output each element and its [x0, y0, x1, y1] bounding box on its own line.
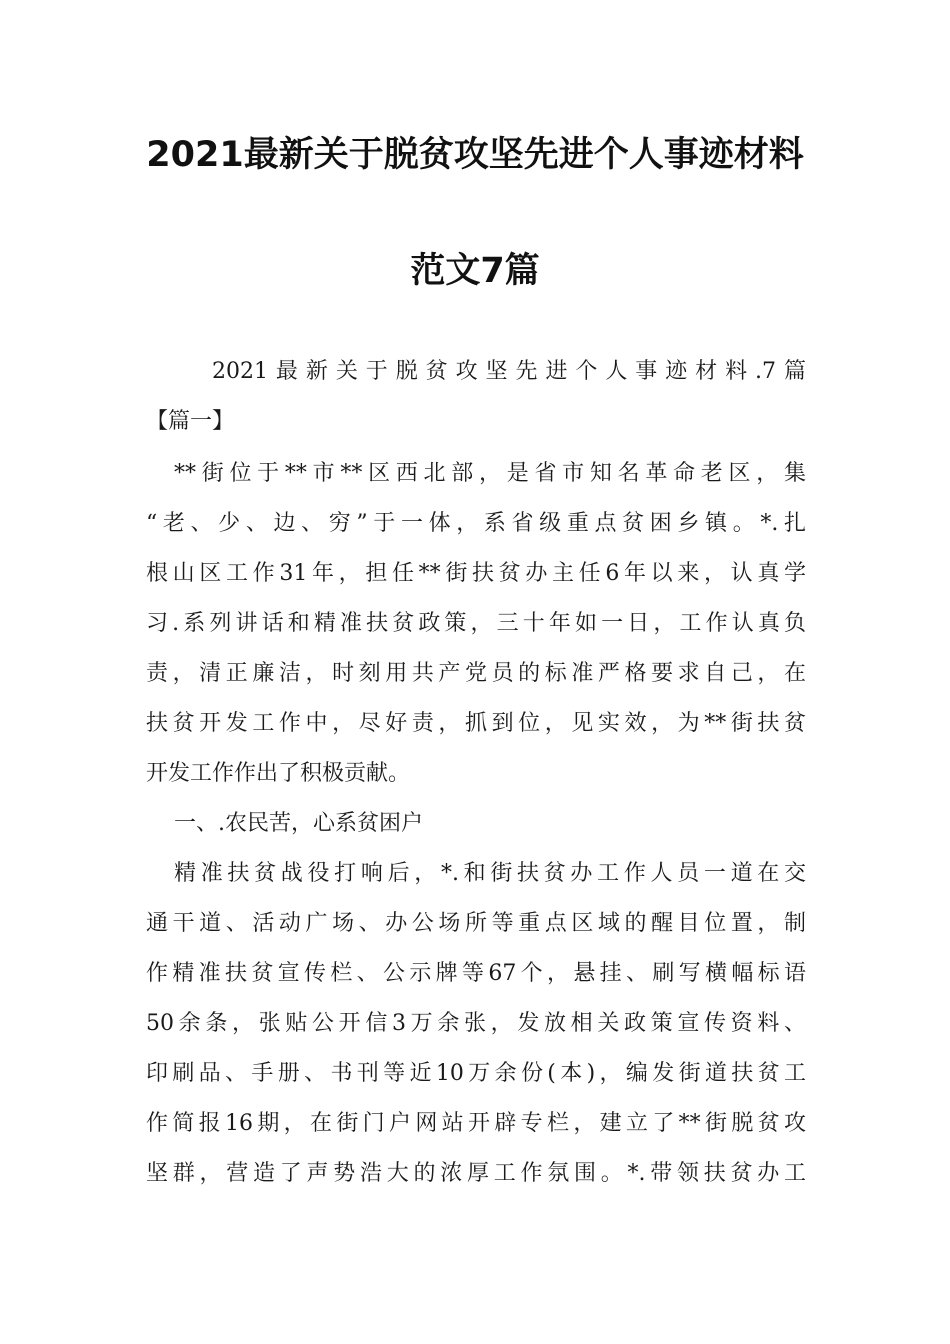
paragraph-line: 印刷品、手册、书刊等近10万余份(本)，编发街道扶贫工: [146, 1061, 806, 1086]
document-title-line-2: 范文7篇: [410, 251, 540, 291]
paragraph-line: 通干道、活动广场、办公场所等重点区域的醒目位置，制: [146, 911, 806, 936]
paragraph-line: **街位于**市**区西北部，是省市知名革命老区，集: [174, 461, 806, 486]
paragraph-line: 作精准扶贫宣传栏、公示牌等67个，悬挂、刷写横幅标语: [146, 961, 806, 986]
paragraph-line: 习.系列讲话和精准扶贫政策，三十年如一日，工作认真负: [146, 611, 806, 636]
paragraph-line: 精准扶贫战役打响后，*.和街扶贫办工作人员一道在交: [174, 861, 806, 886]
section-heading: 【篇一】: [146, 409, 235, 434]
paragraph-line: 根山区工作31年，担任**街扶贫办主任6年以来，认真学: [146, 561, 806, 586]
paragraph-line: 50余条，张贴公开信3万余张，发放相关政策宣传资料、: [146, 1011, 806, 1036]
paragraph-line: 扶贫开发工作中，尽好责，抓到位，见实效，为**街扶贫: [146, 711, 806, 736]
document-title-line-1: 2021最新关于脱贫攻坚先进个人事迹材料: [146, 135, 804, 175]
paragraph-line: 开发工作作出了积极贡献。: [146, 761, 411, 786]
subsection-heading: 一、.农民苦，心系贫困户: [174, 811, 423, 836]
paragraph-line: 责，清正廉洁，时刻用共产党员的标准严格要求自己，在: [146, 661, 806, 686]
paragraph-line: 作简报16期，在街门户网站开辟专栏，建立了**街脱贫攻: [146, 1111, 806, 1136]
paragraph-line: “老、少、边、穷”于一体，系省级重点贫困乡镇。*.扎: [146, 511, 806, 536]
intro-line: 2021最新关于脱贫攻坚先进个人事迹材料.7篇: [212, 359, 806, 384]
paragraph-line: 坚群，营造了声势浩大的浓厚工作氛围。*.带领扶贫办工: [146, 1161, 806, 1186]
